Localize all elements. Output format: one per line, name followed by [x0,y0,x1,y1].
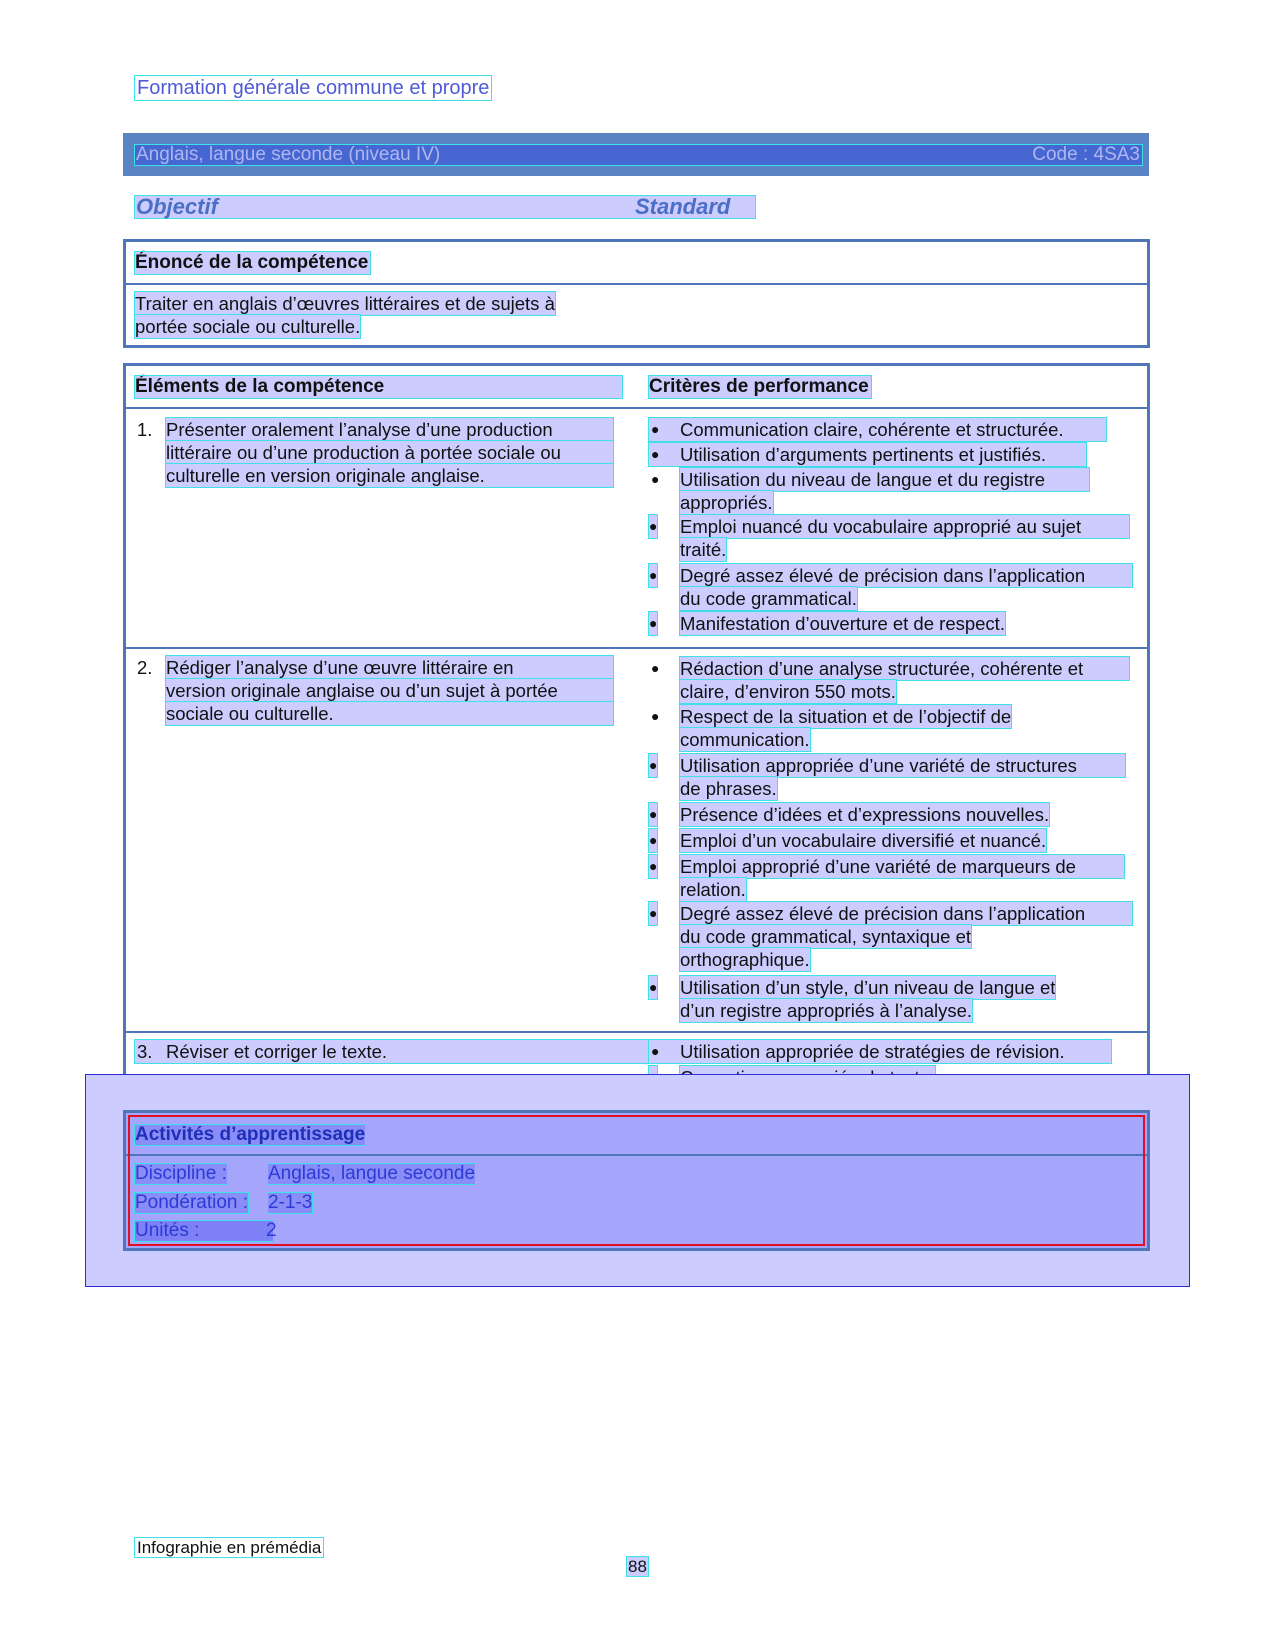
divider [126,283,1147,285]
objective-standard-row [135,196,755,218]
element-line: littéraire ou d’une production à portée sociale ou [166,441,613,464]
footer-program-name: Infographie en prémédia [137,1538,322,1557]
divider [126,407,1147,409]
bullet-icon: ● [649,902,657,925]
criterion-item [649,705,1049,751]
criterion-text: Rédaction d’une analyse structurée, cohérente et [680,657,1129,680]
element-line: Réviser et corriger le texte. [166,1041,388,1062]
objective-label: Objectif [136,194,218,219]
criterion-text: Utilisation d’arguments pertinents et justifiés. [680,444,1047,465]
criteria-heading: Critères de performance [649,376,869,397]
element-line: Présenter oralement l’analyse d’une production [166,418,613,441]
element-line: sociale ou culturelle. [166,702,613,725]
criterion-item [649,418,1106,441]
criterion-text: Utilisation du niveau de langue et du registre [680,468,1089,491]
element-line: culturelle en version originale anglaise. [166,464,613,487]
criterion-text: Présence d’idées et d’expressions nouvelles. [680,804,1050,825]
criterion-text: Emploi approprié d’une variété de marqueurs de [680,855,1124,878]
bullet-icon: ● [649,829,657,852]
criterion-text: de phrases. [680,778,777,799]
statement-line: Traiter en anglais d’œuvres littéraires et de sujets à [135,293,555,314]
element-number: 3. [137,1041,153,1062]
criterion-item [649,855,1109,901]
course-name: Anglais, langue seconde (niveau IV) [136,144,441,165]
criterion-text: claire, d’environ 550 mots. [680,681,896,702]
bullet-icon: ● [649,564,657,587]
criterion-item [649,443,1086,466]
criterion-item [649,564,1109,610]
bullet-icon: ● [651,421,660,437]
criterion-text: Respect de la situation et de l’objectif de [680,706,1012,727]
bullet-icon: ● [649,515,657,538]
criterion-text: Emploi nuancé du vocabulaire approprié au sujet [680,515,1129,538]
bullet-icon: ● [649,803,657,826]
criterion-text: Utilisation appropriée de stratégies de révision. [680,1041,1065,1062]
bullet-icon: ● [649,976,657,999]
criterion-text: traité. [680,539,727,560]
ponderation-value: 2-1-3 [268,1192,313,1213]
criterion-item [649,1040,1111,1063]
criterion-item [649,803,1089,826]
criterion-text: Utilisation d’un style, d’un niveau de langue et [680,977,1056,998]
statement-line: portée sociale ou culturelle. [135,316,361,337]
criterion-text: orthographique. [680,949,810,970]
bullet-icon: ● [651,660,660,676]
bullet-icon: ● [649,612,657,635]
criterion-item [649,515,1109,561]
bullet-icon: ● [651,446,660,462]
divider [126,1031,1147,1033]
element-number: 1. [137,419,153,440]
criterion-text: communication. [680,729,810,750]
criterion-item [649,902,1109,971]
criterion-text: du code grammatical, syntaxique et [680,926,972,947]
criterion-item [649,754,1109,800]
ponderation-label: Pondération : [135,1192,249,1213]
criterion-item [649,829,1089,852]
criterion-text: appropriés. [680,492,773,513]
criterion-item [649,976,1109,1022]
criterion-text: Emploi d’un vocabulaire diversifié et nuancé. [680,830,1047,851]
bullet-icon: ● [649,754,657,777]
bullet-icon: ● [651,471,660,487]
bullet-icon: ● [649,855,657,878]
competency-statement-box [123,239,1150,348]
criterion-text: Manifestation d’ouverture et de respect. [680,613,1005,634]
criterion-text: d’un registre appropriés à l’analyse. [680,1000,973,1021]
course-code: Code : 4SA3 [1032,144,1140,165]
element-row [135,1040,649,1063]
unites-label: Unités : [135,1220,200,1241]
element-line: Rédiger l’analyse d’une œuvre littéraire en [166,656,613,679]
element-line: version originale anglaise ou d’un sujet à portée [166,679,613,702]
criterion-text: relation. [680,879,746,900]
bullet-icon: ● [651,708,660,724]
criterion-text: Degré assez élevé de précision dans l’application [680,902,1132,925]
unites-value: 2 [266,1220,277,1241]
course-title-row [135,145,1142,165]
section-title: Formation générale commune et propre [137,77,490,99]
criterion-item [649,657,1129,703]
criterion-text: Utilisation appropriée d’une variété de structures [680,754,1125,777]
criterion-text: Communication claire, cohérente et structurée. [680,419,1064,440]
criterion-text: du code grammatical. [680,588,857,609]
unites-row [135,1220,277,1241]
discipline-value: Anglais, langue seconde [268,1163,476,1184]
bullet-icon: ● [651,1043,660,1059]
elements-criteria-box [123,363,1150,1097]
elements-heading: Éléments de la compétence [135,376,622,398]
discipline-label: Discipline : [135,1163,227,1184]
page-number: 88 [628,1557,647,1576]
divider [126,647,1147,649]
criterion-text: Degré assez élevé de précision dans l’application [680,564,1132,587]
criterion-item [649,612,1046,635]
statement-heading: Énoncé de la compétence [135,252,369,273]
standard-label: Standard [635,194,731,219]
element-number: 2. [137,657,153,678]
criterion-item [649,468,1089,514]
activities-heading: Activités d’apprentissage [135,1124,366,1145]
